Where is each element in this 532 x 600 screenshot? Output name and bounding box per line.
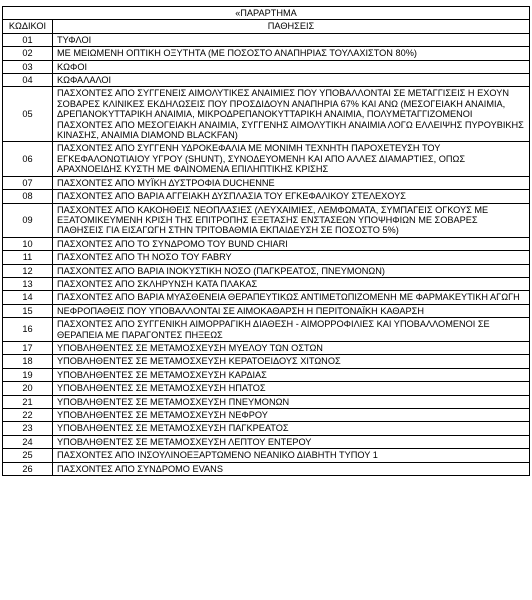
- row-code: 03: [3, 60, 53, 73]
- row-condition: ΠΑΣΧΟΝΤΕΣ ΑΠΟ ΣΚΛΗΡΥΝΣΗ ΚΑΤΑ ΠΛΑΚΑΣ: [53, 277, 530, 290]
- table-row: [3, 277, 530, 290]
- row-condition: ΥΠΟΒΛΗΘΕΝΤΕΣ ΣΕ ΜΕΤΑΜΟΣΧΕΥΣΗ ΚΕΡΑΤΟΕΙΔΟΥΣ ΧΙΤΩΝΟΣ: [53, 355, 530, 368]
- table-row: [3, 462, 530, 475]
- row-condition: ΠΑΣΧΟΝΤΕΣ ΑΠΟ ΙΝΣΟΥΛΙΝΟΕΞΑΡΤΩΜΕΝΟ ΝΕΑΝΙΚΟ ΔΙΑΒΗΤΗ ΤΥΠΟΥ 1: [53, 449, 530, 462]
- row-condition: ΥΠΟΒΛΗΘΕΝΤΕΣ ΣΕ ΜΕΤΑΜΟΣΧΕΥΣΗ ΗΠΑΤΟΣ: [53, 382, 530, 395]
- row-code: 15: [3, 304, 53, 317]
- row-condition: ΝΕΦΡΟΠΑΘΕΙΣ ΠΟΥ ΥΠΟΒΑΛΛΟΝΤΑΙ ΣΕ ΑΙΜΟΚΑΘΑΡΣΗ Η ΠΕΡΙΤΟΝΑΪΚΗ ΚΑΘΑΡΣΗ: [53, 304, 530, 317]
- column-header-codes: ΚΩΔΙΚΟΙ: [3, 20, 53, 33]
- table-row: [3, 449, 530, 462]
- table-row: [3, 382, 530, 395]
- row-condition: ΚΩΦΟΙ: [53, 60, 530, 73]
- row-condition: ΜΕ ΜΕΙΩΜΕΝΗ ΟΠΤΙΚΗ ΟΞΥΤΗΤΑ (ΜΕ ΠΟΣΟΣΤΟ ΑΝΑΠΗΡΙΑΣ ΤΟΥΛΑΧΙΣΤΟΝ 80%): [53, 47, 530, 60]
- table-row: [3, 203, 530, 237]
- row-condition: ΤΥΦΛΟΙ: [53, 33, 530, 46]
- row-code: 20: [3, 382, 53, 395]
- table-row: [3, 74, 530, 87]
- column-header-conditions: ΠΑΘΗΣΕΙΣ: [53, 20, 530, 33]
- table-row: [3, 142, 530, 176]
- table-title: «ΠΑΡΑΡΤΗΜΑ: [3, 7, 530, 20]
- row-code: 25: [3, 449, 53, 462]
- table-body: [3, 33, 530, 475]
- row-code: 10: [3, 237, 53, 250]
- table-row: [3, 47, 530, 60]
- row-code: 19: [3, 368, 53, 381]
- row-code: 01: [3, 33, 53, 46]
- row-condition: ΥΠΟΒΛΗΘΕΝΤΕΣ ΣΕ ΜΕΤΑΜΟΣΧΕΥΣΗ ΚΑΡΔΙΑΣ: [53, 368, 530, 381]
- row-condition: ΥΠΟΒΛΗΘΕΝΤΕΣ ΣΕ ΜΕΤΑΜΟΣΧΕΥΣΗ ΜΥΕΛΟΥ ΤΩΝ ΟΣΤΩΝ: [53, 341, 530, 354]
- row-condition: ΥΠΟΒΛΗΘΕΝΤΕΣ ΣΕ ΜΕΤΑΜΟΣΧΕΥΣΗ ΝΕΦΡΟΥ: [53, 409, 530, 422]
- table-row: [3, 264, 530, 277]
- table-row: [3, 304, 530, 317]
- row-code: 13: [3, 277, 53, 290]
- cropped-text-strip: [0, 0, 532, 4]
- row-code: 04: [3, 74, 53, 87]
- row-condition: ΥΠΟΒΛΗΘΕΝΤΕΣ ΣΕ ΜΕΤΑΜΟΣΧΕΥΣΗ ΛΕΠΤΟΥ ΕΝΤΕΡΟΥ: [53, 435, 530, 448]
- table-row: [3, 435, 530, 448]
- row-condition: ΚΩΦΑΛΑΛΟΙ: [53, 74, 530, 87]
- table-title-row: [3, 7, 530, 20]
- row-condition: ΠΑΣΧΟΝΤΕΣ ΑΠΟ ΒΑΡΙΑ ΙΝΟΚΥΣΤΙΚΗ ΝΟΣΟ (ΠΑΓΚΡΕΑΤΟΣ, ΠΝΕΥΜΟΝΩΝ): [53, 264, 530, 277]
- table-row: [3, 237, 530, 250]
- row-code: 02: [3, 47, 53, 60]
- row-condition: ΥΠΟΒΛΗΘΕΝΤΕΣ ΣΕ ΜΕΤΑΜΟΣΧΕΥΣΗ ΠΝΕΥΜΟΝΩΝ: [53, 395, 530, 408]
- table-row: [3, 190, 530, 203]
- table-row: [3, 318, 530, 342]
- row-condition: ΠΑΣΧΟΝΤΕΣ ΑΠΟ ΣΥΓΓΕΝΗ ΥΔΡΟΚΕΦΑΛΙΑ ΜΕ ΜΟΝΙΜΗ ΤΕΧΝΗΤΗ ΠΑΡΟΧΕΤΕΥΣΗ ΤΟΥ ΕΓΚΕΦΑΛΟΝΩΤΙΑΙΟΥ ΥΓΡΟΥ (SHUNT), ΣΥΝΟΔΕΥΟΜΕΝΗ ΚΑΙ ΑΠΟ ΑΛΛΕΣ ΔΙΑΜΑΡΤΙΕΣ, ΟΠΩΣ ΑΡΑΧΝΟΕΙΔΗΣ ΚΥΣΤΗ ΜΕ ΦΑΙΝΟΜΕΝΑ ΕΠΙΛΗΠΤΙΚΗΣ ΚΡΙΣΗΣ: [53, 142, 530, 176]
- row-code: 26: [3, 462, 53, 475]
- row-code: 14: [3, 291, 53, 304]
- row-code: 18: [3, 355, 53, 368]
- row-condition: ΠΑΣΧΟΝΤΕΣ ΑΠΟ ΒΑΡΙΑ ΑΓΓΕΙΑΚΗ ΔΥΣΠΛΑΣΙΑ ΤΟΥ ΕΓΚΕΦΑΛΙΚΟΥ ΣΤΕΛΕΧΟΥΣ: [53, 190, 530, 203]
- table-row: [3, 395, 530, 408]
- table-row: [3, 409, 530, 422]
- row-condition: ΠΑΣΧΟΝΤΕΣ ΑΠΟ ΜΥΪΚΗ ΔΥΣΤΡΟΦΙΑ DUCHENNE: [53, 176, 530, 189]
- table-row: [3, 176, 530, 189]
- table-row: [3, 341, 530, 354]
- table-row: [3, 355, 530, 368]
- table-row: [3, 368, 530, 381]
- row-condition: ΠΑΣΧΟΝΤΕΣ ΑΠΟ ΣΥΝΔΡΟΜΟ EVANS: [53, 462, 530, 475]
- row-condition: ΠΑΣΧΟΝΤΕΣ ΑΠΟ ΤΟ ΣΥΝΔΡΟΜΟ ΤΟΥ BUND CHIARI: [53, 237, 530, 250]
- row-code: 08: [3, 190, 53, 203]
- table-row: [3, 60, 530, 73]
- row-condition: ΠΑΣΧΟΝΤΕΣ ΑΠΟ ΣΥΓΓΕΝΙΚΗ ΑΙΜΟΡΡΑΓΙΚΗ ΔΙΑΘΕΣΗ - ΑΙΜΟΡΡΟΦΙΛΙΕΣ ΚΑΙ ΥΠΟΒΑΛΛΟΜΕΝΟΙ ΣΕ ΘΕΡΑΠΕΙΑ ΜΕ ΠΑΡΑΓΟΝΤΕΣ ΠΗΞΕΩΣ: [53, 318, 530, 342]
- row-condition: ΠΑΣΧΟΝΤΕΣ ΑΠΟ ΒΑΡΙΑ ΜΥΑΣΘΕΝΕΙΑ ΘΕΡΑΠΕΥΤΙΚΩΣ ΑΝΤΙΜΕΤΩΠΙΖΟΜΕΝΗ ΜΕ ΦΑΡΜΑΚΕΥΤΙΚΗ ΑΓΩΓΗ: [53, 291, 530, 304]
- row-code: 23: [3, 422, 53, 435]
- row-code: 05: [3, 87, 53, 142]
- row-condition: ΠΑΣΧΟΝΤΕΣ ΑΠΟ ΣΥΓΓΕΝΕΙΣ ΑΙΜΟΛΥΤΙΚΕΣ ΑΝΑΙΜΙΕΣ ΠΟΥ ΥΠΟΒΑΛΛΟΝΤΑΙ ΣΕ ΜΕΤΑΓΓΙΣΕΙΣ Η ΕΧΟΥΝ ΣΟΒΑΡΕΣ ΚΛΙΝΙΚΕΣ ΕΚΔΗΛΩΣΕΙΣ ΠΟΥ ΠΡΟΣΔΙΔΟΥΝ ΑΝΑΠΗΡΙΑ 67% ΚΑΙ ΑΝΩ (ΜΕΣΟΓΕΙΑΚΗ ΑΝΑΙΜΙΑ, ΔΡΕΠΑΝΟΚΥΤΤΑΡΙΚΗ ΑΝΑΙΜΙΑ, ΜΙΚΡΟΔΡΕΠΑΝΟΚΥΤΤΑΡΙΚΗ ΑΝΑΙΜΙΑ, ΠΟΛΥΜΕΤΑΓΓΙΖΟΜΕΝΟΙ ΠΑΣΧΟΝΤΕΣ ΑΠΟ ΜΕΣΟΓΕΙΑΚΗ ΑΝΑΙΜΙΑ, ΣΥΓΓΕΝΗΣ ΑΙΜΟΛΥΤΙΚΗ ΑΝΑΙΜΙΑ ΛΟΓΩ ΕΛΛΕΙΨΗΣ ΠΥΡΟΥΒΙΚΗΣ ΚΙΝΑΣΗΣ, ΑΝΑΙΜΙΑ DIAMOND BLACKFAN): [53, 87, 530, 142]
- row-code: 12: [3, 264, 53, 277]
- row-condition: ΥΠΟΒΛΗΘΕΝΤΕΣ ΣΕ ΜΕΤΑΜΟΣΧΕΥΣΗ ΠΑΓΚΡΕΑΤΟΣ: [53, 422, 530, 435]
- table-row: [3, 87, 530, 142]
- row-code: 22: [3, 409, 53, 422]
- row-code: 16: [3, 318, 53, 342]
- table-row: [3, 422, 530, 435]
- row-code: 21: [3, 395, 53, 408]
- table-row: [3, 33, 530, 46]
- annex-table: [2, 6, 530, 476]
- table-row: [3, 291, 530, 304]
- table-header-row: [3, 20, 530, 33]
- row-code: 09: [3, 203, 53, 237]
- row-code: 11: [3, 251, 53, 264]
- row-code: 17: [3, 341, 53, 354]
- row-condition: ΠΑΣΧΟΝΤΕΣ ΑΠΟ ΚΑΚΟΗΘΕΙΣ ΝΕΟΠΛΑΣΙΕΣ (ΛΕΥΧΑΙΜΙΕΣ, ΛΕΜΦΩΜΑΤΑ, ΣΥΜΠΑΓΕΙΣ ΟΓΚΟΥΣ ΜΕ ΕΞΑΤΟΜΙΚΕΥΜΕΝΗ ΚΡΙΣΗ ΤΗΣ ΕΠΙΤΡΟΠΗΣ ΕΞΕΤΑΣΗΣ ΕΝΣΤΑΣΕΩΝ ΥΠΟΨΗΦΙΩΝ ΜΕ ΣΟΒΑΡΕΣ ΠΑΘΗΣΕΙΣ ΓΙΑ ΕΙΣΑΓΩΓΗ ΣΤΗΝ ΤΡΙΤΟΒΑΘΜΙΑ ΕΚΠΑΙΔΕΥΣΗ ΣΕ ΠΟΣΟΣΤΟ 5%): [53, 203, 530, 237]
- row-code: 07: [3, 176, 53, 189]
- row-condition: ΠΑΣΧΟΝΤΕΣ ΑΠΟ ΤΗ ΝΟΣΟ ΤΟΥ FABRY: [53, 251, 530, 264]
- row-code: 06: [3, 142, 53, 176]
- row-code: 24: [3, 435, 53, 448]
- table-row: [3, 251, 530, 264]
